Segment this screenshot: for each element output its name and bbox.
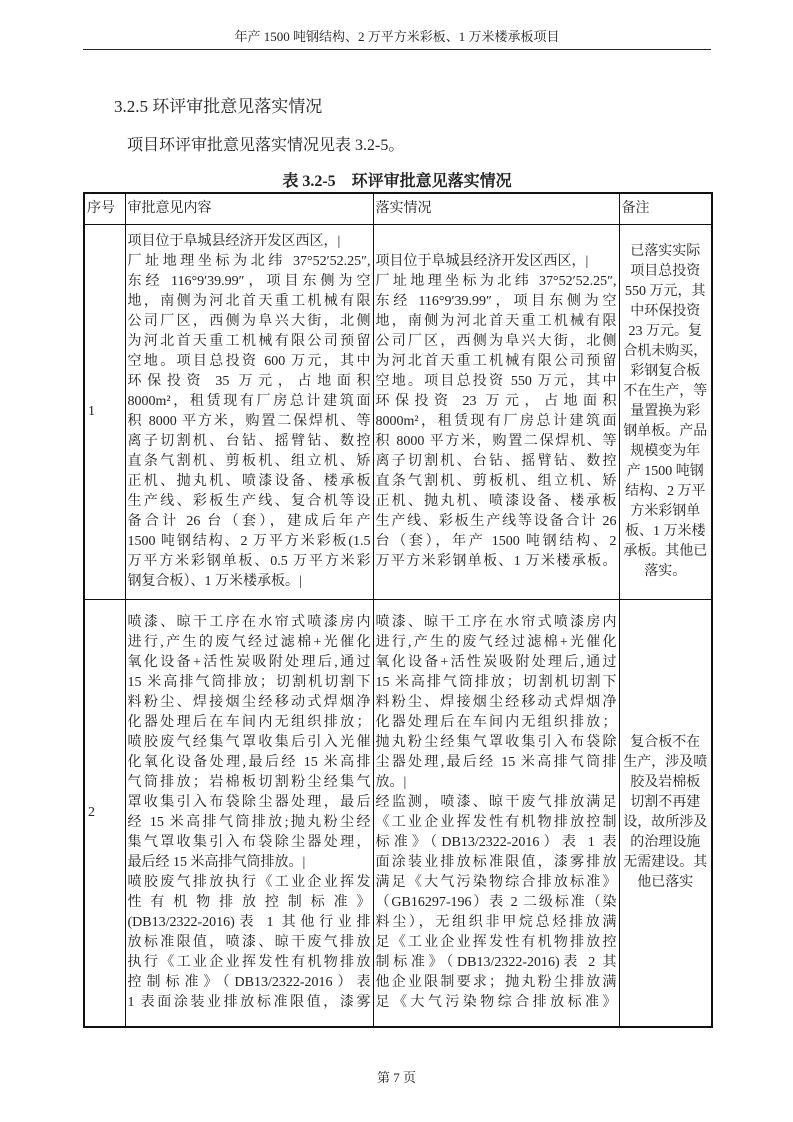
cell-text-line: 东经 116°9′39.99″，项目东侧为空 [127,274,371,289]
cell-text-line: 经监测，喷漆、晾干废气排放满足 [375,795,617,810]
cell-text-line: 标准》（DB13/2322-2016）表 1 表 [375,835,617,850]
cell-text-line: 不在生产，等 [623,384,708,399]
cell-text-line: 1 表面涂装业排放标准限值，漆雾 [127,995,371,1010]
cell-text-line: 1500 吨钢结构、2 万平方米彩板(1.5 [127,534,371,549]
cell-text-line: 制标准》（DB13/2322-2016)表 2 其 [375,955,617,970]
cell-text-line: 无需建设。其 [623,855,708,870]
cell-text-line: 最后经 15 米高排气筒排放。| [127,855,306,870]
cell-text-line: 尘器处理,最后经 15 米高排气筒排 [375,755,617,770]
cell-text-line: 厂址地理坐标为北纬 37°52′52.25″, [127,254,371,269]
cell-text-line: 为河北首天重工机械有限公司预留 [375,354,617,369]
cell-text-line: 板、1 万米楼 [625,524,706,539]
cell-text-line: 抛丸粉尘经集气罩收集引入布袋除 [375,735,617,750]
column-header-implementation: 落实情况 [373,193,619,225]
cell-text-line: 15 米高排气筒排放；切割机切割下 [127,675,371,690]
cell-text-line: 料粉尘、焊接烟尘经移动式焊烟净 [127,695,371,710]
column-header-note: 备注 [619,193,712,225]
cell-text-line: 积 8000 平方米，购置二保焊机、等 [127,414,371,429]
table-caption: 表 3.2-5 环评审批意见落实情况 [282,173,512,190]
cell-text-line: 东经 116°9′39.99″，项目东侧为空 [375,294,617,309]
cell-text-line: 满足《大气污染物综合排放标准》 [375,875,617,890]
cell-text-line: 备合计 26 台（套），建成后年产 [127,514,371,529]
implementation-cell [373,600,619,1028]
cell-text-line: 钢单板。产品 [623,424,708,439]
cell-text-line: 生产，涉及喷 [623,755,708,770]
cell-text-line: 离子切割机、台钻、摇臂钻、数控 [127,434,371,449]
cell-text-line: 罩收集引入布袋除尘器处理，最后 [127,795,371,810]
cell-text-line: 执行《工业企业挥发性有机物排放 [127,955,371,970]
cell-text-line: 化器处理后在车间内无组织排放； [375,715,617,730]
cell-text-line: 8000m²，租赁现有厂房总计建筑面 [127,394,371,409]
implementation-cell [373,225,619,600]
approval-table [83,192,713,1028]
cell-text-line: 地，南侧为河北首天重工机械有限 [127,294,371,309]
cell-text-line: 钢复合板）、1 万米楼承板。| [127,574,302,589]
cell-text-line: (DB13/2322-2016)表 1 其他行业排 [127,915,371,930]
cell-text-line: 他已落实 [637,875,694,890]
cell-text-line: 结构、2 万平 [625,484,706,499]
cell-text-line: 项目位于阜城县经济开发区西区，| [127,234,341,249]
cell-text-line: 方米彩钢单 [630,504,701,519]
cell-text-line: 空地。项目总投资 600 万元，其中 [127,354,371,369]
cell-text-line: 喷胶废气排放执行《工业企业挥发 [127,875,371,890]
cell-text-line: 落实。 [644,564,687,579]
running-header: 年产 1500 吨钢结构、2 万平方米彩板、1 万米楼承板项目 [234,29,560,44]
cell-text-line: 万平方米彩钢单板、0.5 万平方米彩 [127,554,371,569]
cell-text-line: 直条气割机、剪板机、组立机、矫 [375,474,617,489]
cell-text-line: 气筒排放；岩棉板切割粉尘经集气 [127,775,371,790]
cell-text-line: 《工业企业挥发性有机物排放控制 [375,815,617,830]
cell-text-line: 中环保投资 [630,304,701,319]
cell-text-line: 空地。项目总投资 550 万元，其中 [375,374,617,389]
cell-text-line: 积 8000 平方米，购置二保焊机、等 [375,434,617,449]
page-number: 第 7 页 [376,1070,416,1085]
column-header-seq: 序号 [84,193,125,225]
cell-text-line: 氧化设备+活性炭吸附处理后,通过 [375,655,617,670]
cell-text-line: 喷漆、晾干工序在水帘式喷漆房内 [127,615,371,630]
cell-text-line: 集气罩收集引入布袋除尘器处理， [127,835,371,850]
table-header-row [84,193,712,225]
cell-text-line: 生产线、彩板生产线等设备合计 26 [375,514,617,529]
cell-text-line: 经 15 米高排气筒排放;抛丸粉尘经 [127,815,371,830]
cell-text-line: 化器处理后在车间内无组织排放； [127,715,371,730]
cell-text-line: 进行,产生的废气经过滤棉+光催化 [127,635,371,650]
cell-text-line: 承板。其他已 [623,544,708,559]
cell-text-line: 合机未购买， [623,344,708,359]
cell-text-line: 喷胶废气经集气罩收集后引入光催 [127,735,371,750]
cell-text-line: 的治理设施 [630,835,701,850]
cell-text-line: 胶及岩棉板 [630,775,701,790]
cell-text-line: 环保投资 35 万元，占地面积 [127,374,371,389]
cell-text-line: 料粉尘、焊接烟尘经移动式焊烟净 [375,695,617,710]
cell-text-line: 化氧化设备处理,最后经 15 米高排 [127,755,371,770]
cell-text-line: 直条气割机、剪板机、组立机、矫 [127,454,371,469]
cell-text-line: 控制标准》（DB13/2322-2016）表 [127,975,371,990]
cell-text-line: 彩钢复合板 [630,364,701,379]
intro-paragraph: 项目环评审批意见落实情况见表 3.2-5。 [127,137,405,154]
cell-text-line: 生产线、彩板生产线、复合机等设 [127,494,371,509]
cell-text-line: 项目位于阜城县经济开发区西区，| [375,254,589,269]
note-cell [619,225,712,600]
cell-text-line: 设，故所涉及 [623,815,708,830]
cell-text-line: 公司厂区，西侧为阜兴大街，北侧 [127,314,371,329]
section-heading: 3.2.5 环评审批意见落实情况 [114,97,323,116]
cell-text-line: 公司厂区，西侧为阜兴大街，北侧 [375,334,617,349]
cell-text-line: 面涂装业排放标准限值，漆雾排放 [375,855,617,870]
cell-text-line: 复合板不在 [630,735,701,750]
note-cell [619,600,712,1028]
cell-text-line: 放标准限值，喷漆、晾干废气排放 [127,935,371,950]
cell-text-line: 放。| [375,775,407,790]
column-header-approval: 审批意见内容 [125,193,373,225]
table-row [84,600,712,1028]
row-seq: 1 [84,225,125,600]
row-seq: 2 [84,600,125,1028]
cell-text-line: 量置换为彩 [630,404,701,419]
cell-text-line: 喷漆、晾干工序在水帘式喷漆房内 [375,615,617,630]
cell-text-line: 规模变为年 [630,444,701,459]
cell-text-line: 地，南侧为河北首天重工机械有限 [375,314,617,329]
cell-text-line: （GB16297-196）表 2 二级标准（染 [375,895,617,910]
cell-text-line: 台（套），年产 1500 吨钢结构、2 [375,534,617,549]
approval-cell [125,600,373,1028]
cell-text-line: 他企业限制要求；抛丸粉尘排放满 [375,975,617,990]
cell-text-line: 已落实实际 [630,244,701,259]
approval-cell [125,225,373,600]
cell-text-line: 性有机物排放控制标准》 [127,895,371,910]
cell-text-line: 切割不再建 [630,795,701,810]
cell-text-line: 23 万元。复 [628,324,702,339]
cell-text-line: 正机、抛丸机、喷漆设备、楼承板 [127,474,371,489]
cell-text-line: 550 万元，其 [625,284,706,299]
cell-text-line: 厂址地理坐标为北纬 37°52′52.25″, [375,274,617,289]
cell-text-line: 万平方米彩钢单板、1 万米楼承板。 [375,554,617,569]
cell-text-line: 离子切割机、台钻、摇臂钻、数控 [375,454,617,469]
cell-text-line: 料尘），无组织非甲烷总烃排放满 [375,915,617,930]
cell-text-line: 进行,产生的废气经过滤棉+光催化 [375,635,617,650]
table-row [84,225,712,600]
cell-text-line: 15 米高排气筒排放；切割机切割下 [375,675,617,690]
cell-text-line: 足《大气污染物综合排放标准》 [375,995,617,1010]
cell-text-line: 环保投资 23 万元，占地面积 [375,394,617,409]
cell-text-line: 氧化设备+活性炭吸附处理后,通过 [127,655,371,670]
cell-text-line: 足《工业企业挥发性有机物排放控 [375,935,617,950]
cell-text-line: 项目总投资 [630,264,701,279]
cell-text-line: 正机、抛丸机、喷漆设备、楼承板 [375,494,617,509]
cell-text-line: 产 1500 吨钢 [626,464,704,479]
cell-text-line: 8000m²，租赁现有厂房总计建筑面 [375,414,617,429]
header-divider [83,49,711,50]
cell-text-line: 为河北首天重工机械有限公司预留 [127,334,371,349]
